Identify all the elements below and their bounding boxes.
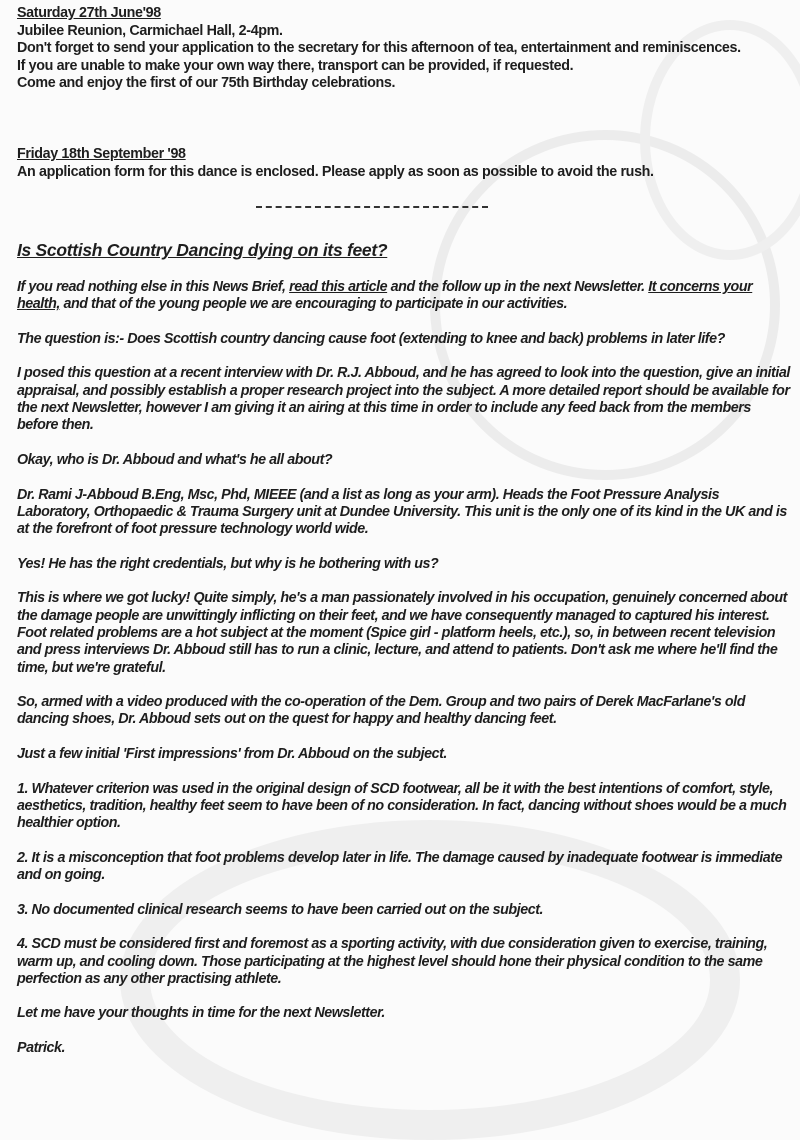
impression-item-1: 1. Whatever criterion was used in the original design of SCD footwear, all be it with the best intentions of comfort, style, aesthetics, tradition, healthy feet seem to have been of no consideration. In fact, dancing without shoes would be a much healthier option. [17, 780, 787, 832]
notice-jubilee-reunion [17, 5, 787, 93]
article-paragraph: This is where we got lucky! Quite simply, he's a man passionately involved in his occupation, genuinely concerned about the damage people are unwittingly inflicting on their feet, and we have consequently managed to captured his interest. [17, 590, 787, 624]
emphasis-read-this-article: read this article [289, 279, 388, 295]
article-body [17, 279, 792, 1075]
notice-line: Don't forget to send your application to the secretary for this afternoon of tea, entertainment and reminiscences. [17, 40, 741, 57]
intro-text: If you read nothing else in this News Brief, [17, 279, 290, 295]
article-intro [17, 279, 792, 314]
article-paragraph: Dr. Rami J-Abboud B.Eng, Msc, Phd, MIEEE (and a list as long as your arm). Heads the Foot Pressure Analysis Laboratory, Orthopaedic & Trauma Surgery unit at Dundee University. This unit is the only one of its kind in the UK and is at the forefront of foot pressure technology world wide. [17, 486, 787, 538]
article-title: Is Scottish Country Dancing dying on its feet? [17, 240, 388, 260]
article-subheading: Okay, who is Dr. Abboud and what's he all about? [17, 451, 333, 468]
impression-item-2: 2. It is a misconception that foot problems develop later in life. The damage caused by inadequate footwear is immediate and on going. [17, 849, 783, 884]
notice-date: Friday 18th September '98 [17, 146, 186, 162]
article-paragraph: Foot related problems are a hot subject at the moment (Spice girl - platform heels, etc.), so, in between recent television and press interviews Dr. Abboud still has to run a clinic, lecture, and attend to patients. Don't ask me where he'll find the time, but we're grateful. [17, 624, 778, 676]
intro-text: and that of the young people we are encouraging to participate in our activities. [59, 296, 568, 313]
article-paragraph: Just a few initial 'First impressions' from Dr. Abboud on the subject. [17, 746, 447, 763]
impression-item-3: 3. No documented clinical research seems to have been carried out on the subject. [17, 901, 544, 918]
notice-line: If you are unable to make your own way there, transport can be provided, if requested. [17, 57, 574, 74]
article-subheading: Yes! He has the right credentials, but why is he bothering with us? [17, 555, 439, 572]
impression-item-4: 4. SCD must be considered first and foremost as a sporting activity, with due consideration given to exercise, training, warm up, and cooling down. Those participating at the highest level should hone their physical condition to the same perfection as any other practising athlete. [17, 936, 768, 987]
article-paragraph: So, armed with a video produced with the co-operation of the Dem. Group and two pairs of Derek MacFarlane's old dancing shoes, Dr. Abboud sets out on the quest for happy and healthy dancing feet. [17, 694, 745, 728]
closing-line: Let me have your thoughts in time for the next Newsletter. [17, 1005, 385, 1022]
notice-september-dance [17, 146, 787, 181]
notice-line: An application form for this dance is enclosed. Please apply as soon as possible to avoid the rush. [17, 163, 654, 180]
section-separator [256, 206, 488, 208]
article-paragraph: I posed this question at a recent interview with Dr. R.J. Abboud, and he has agreed to look into the question, give an initial appraisal, and possibly establish a proper research project into the subject. A more detailed report should be available for the next Newsletter, however I am giving it an airing at this time in order to include any feed back from the members before then. [17, 365, 790, 434]
author-signature: Patrick. [17, 1040, 66, 1057]
article-paragraph: The question is:- Does Scottish country dancing cause foot (extending to knee and back) problems in later life? [17, 330, 725, 347]
notice-line: Come and enjoy the first of our 75th Birthday celebrations. [17, 75, 396, 92]
emphasis-concerns-your-health: It concerns your health, [17, 279, 753, 313]
intro-text: and the follow up in the next Newsletter. [387, 279, 649, 295]
notice-date: Saturday 27th June'98 [17, 5, 161, 21]
notice-line: Jubilee Reunion, Carmichael Hall, 2-4pm. [17, 22, 283, 39]
